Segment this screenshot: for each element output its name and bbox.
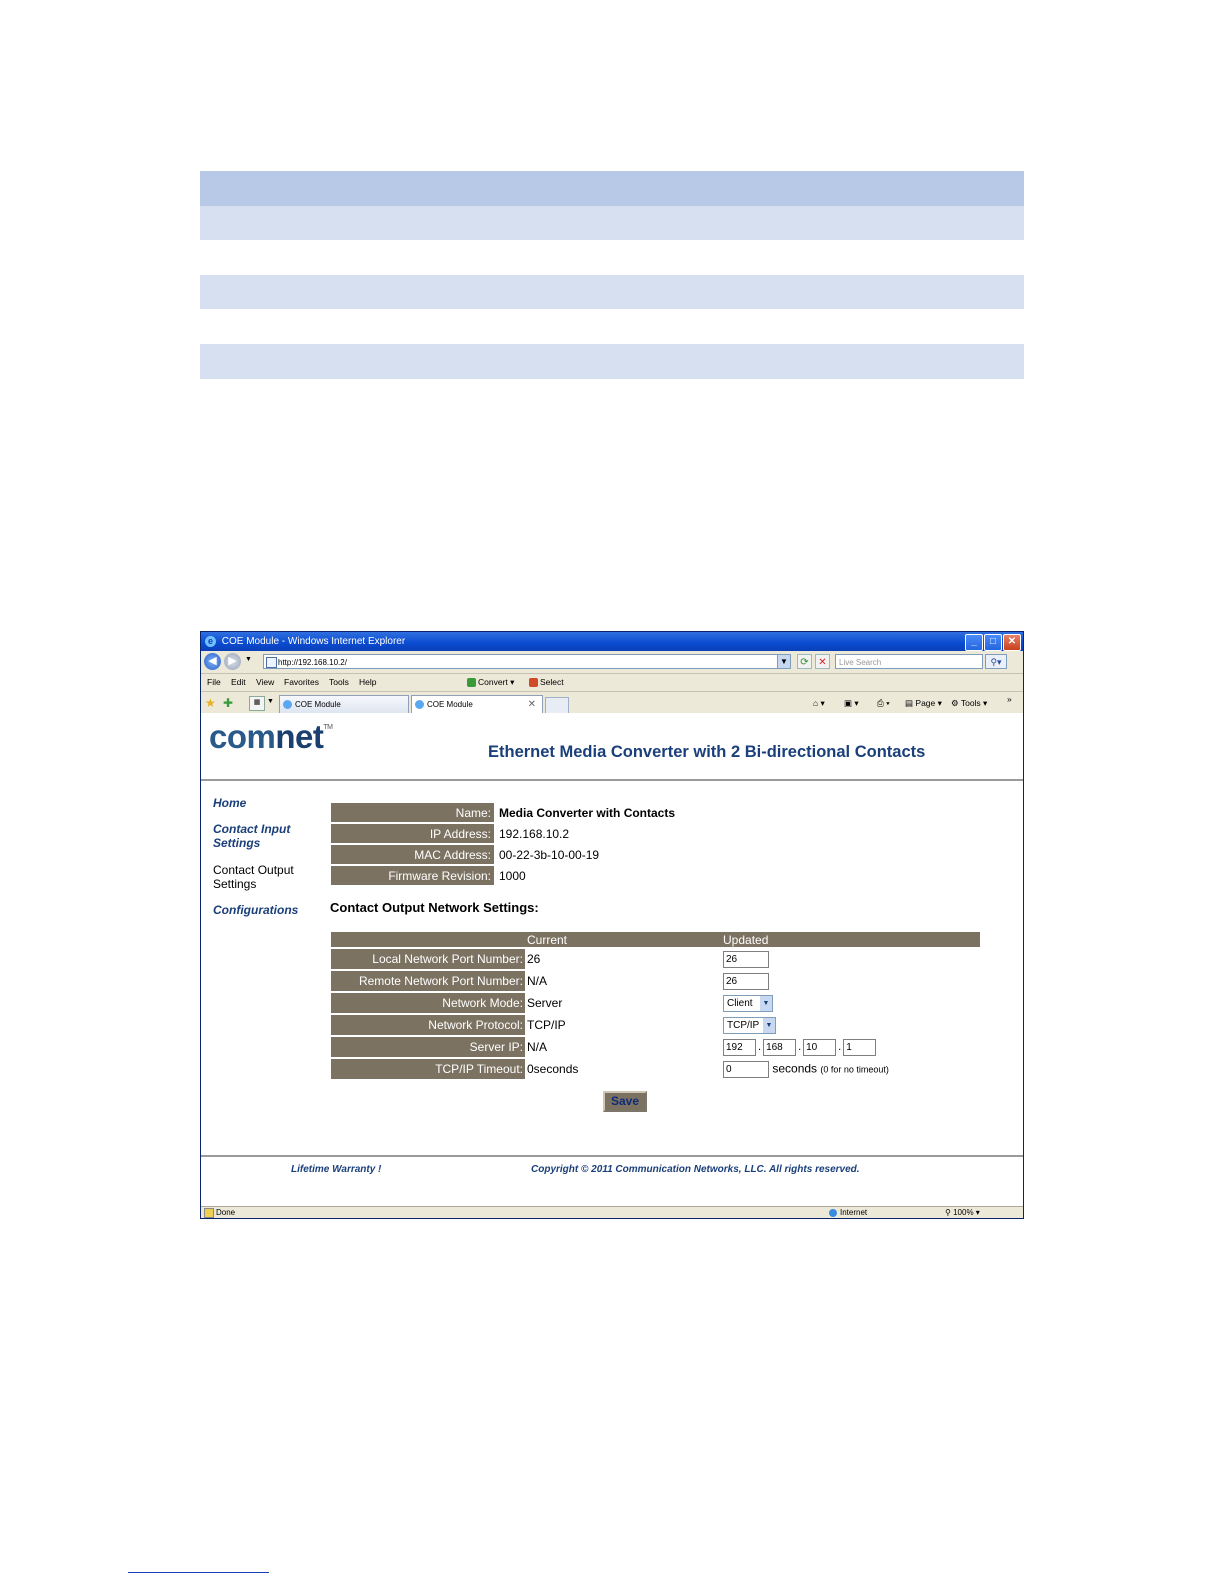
- page-menu-label: Page: [915, 698, 936, 708]
- server-ip-octet-1[interactable]: 192: [723, 1039, 756, 1056]
- table-row: [331, 866, 678, 885]
- refresh-icon[interactable]: ⟳: [797, 654, 812, 669]
- zoom-control[interactable]: ⚲ 100% ▾: [945, 1208, 980, 1217]
- server-ip-octet-4[interactable]: 1: [843, 1039, 876, 1056]
- current-value: 26: [527, 952, 541, 966]
- info-label: MAC Address:: [331, 845, 494, 864]
- status-text: Done: [216, 1208, 236, 1217]
- nav-contact-output-settings: Contact Output Settings: [213, 863, 294, 891]
- menu-bar: [201, 674, 1023, 692]
- row-label: Server IP:: [331, 1037, 525, 1057]
- history-dropdown-icon[interactable]: ▼: [245, 656, 252, 663]
- minimize-button[interactable]: _: [965, 634, 983, 651]
- firmware-value: 1000: [499, 868, 526, 883]
- menu-edit[interactable]: Edit: [231, 677, 246, 687]
- nav-home[interactable]: Home: [213, 796, 247, 810]
- tools-menu-button[interactable]: ⚙ Tools ▾: [951, 698, 988, 708]
- network-settings-table: [331, 930, 980, 1081]
- table-row: [331, 845, 678, 864]
- tab-close-icon[interactable]: ✕: [527, 699, 536, 710]
- tab-list-dropdown-icon[interactable]: ▼: [267, 698, 274, 705]
- table-header-row: [331, 932, 980, 947]
- updated-cell: [721, 993, 980, 1013]
- forward-button[interactable]: ▶: [224, 653, 241, 670]
- table-row: [331, 1059, 980, 1079]
- address-text: http://192.168.10.2/: [278, 658, 347, 667]
- tab-page-icon: [415, 700, 424, 709]
- timeout-input[interactable]: 0: [723, 1061, 769, 1078]
- local-port-input[interactable]: 26: [723, 951, 769, 968]
- menu-help[interactable]: Help: [359, 677, 377, 687]
- nav-configurations[interactable]: Configurations: [213, 903, 299, 917]
- status-done: [201, 1207, 235, 1219]
- gear-icon: ⚙: [951, 698, 959, 708]
- table-row: [200, 240, 1024, 275]
- logo-net: net: [275, 718, 324, 755]
- comnet-logo: [209, 718, 332, 756]
- device-info-table: [331, 801, 678, 887]
- feeds-icon[interactable]: ▣ ▾: [844, 698, 859, 708]
- footnote-rule: [128, 1572, 269, 1573]
- stop-icon[interactable]: ✕: [815, 654, 830, 669]
- home-icon[interactable]: ⌂ ▾: [813, 698, 825, 708]
- device-name-value: Media Converter with Contacts: [499, 805, 676, 820]
- menu-favorites[interactable]: Favorites: [284, 677, 319, 687]
- search-input[interactable]: [835, 654, 983, 669]
- page-status-icon: [204, 1208, 214, 1218]
- table-header-row: [200, 171, 1024, 206]
- copyright-text: Copyright © 2011 Communication Networks, LLC. All rights reserved.: [531, 1164, 860, 1175]
- current-value: N/A: [527, 974, 548, 988]
- table-row: [200, 206, 1024, 241]
- updated-cell: [721, 1015, 980, 1035]
- network-mode-value: Client: [727, 997, 753, 1009]
- network-protocol-select[interactable]: [723, 1017, 776, 1034]
- updated-cell: [721, 1059, 980, 1079]
- tools-menu-label: Tools: [960, 698, 981, 708]
- tab-bar: [201, 692, 1023, 715]
- footer-divider: [201, 1155, 1023, 1157]
- timeout-hint: (0 for no timeout): [820, 1064, 889, 1075]
- row-label: Local Network Port Number:: [331, 949, 525, 969]
- tab-label: COE Module: [427, 700, 473, 709]
- address-input[interactable]: [263, 654, 783, 669]
- address-dropdown-icon[interactable]: ▼: [777, 654, 791, 669]
- browser-window: [200, 631, 1024, 1219]
- select-icon: [529, 678, 538, 687]
- zoom-label: 100%: [953, 1208, 974, 1217]
- table-row: [331, 993, 980, 1013]
- window-controls: [965, 634, 1021, 651]
- table-row: [331, 803, 678, 822]
- window-title: COE Module - Windows Internet Explorer: [221, 636, 406, 647]
- row-label: Remote Network Port Number:: [331, 971, 525, 991]
- menu-view[interactable]: View: [256, 677, 275, 687]
- current-value: 0seconds: [527, 1062, 579, 1076]
- current-value: TCP/IP: [527, 1018, 566, 1032]
- save-button[interactable]: Save: [603, 1091, 647, 1112]
- address-bar: [201, 651, 1023, 674]
- table-row: [200, 275, 1024, 310]
- title-bar: [201, 632, 1023, 651]
- maximize-button[interactable]: □: [984, 634, 1002, 651]
- table-row: [200, 309, 1024, 344]
- row-label: Network Mode:: [331, 993, 525, 1013]
- striped-table: [200, 171, 1024, 379]
- network-mode-select[interactable]: [723, 995, 773, 1012]
- chevron-down-icon: ▼: [760, 996, 772, 1011]
- ip-address-value: 192.168.10.2: [499, 826, 570, 841]
- table-row: [331, 824, 678, 843]
- remote-port-input[interactable]: 26: [723, 973, 769, 990]
- server-ip-octet-2[interactable]: 168: [763, 1039, 796, 1056]
- add-favorites-icon[interactable]: ✚: [223, 696, 234, 710]
- header-updated: Updated: [721, 932, 980, 947]
- header-divider: [201, 779, 1023, 781]
- print-icon[interactable]: ⎙ ▾: [877, 698, 890, 708]
- select-label: Select: [540, 677, 564, 687]
- section-title: Contact Output Network Settings:: [330, 900, 539, 915]
- ie-logo-icon: e: [205, 636, 216, 647]
- logo-tm: TM: [323, 724, 333, 731]
- current-value: Server: [527, 996, 563, 1010]
- tab-coe-module-2[interactable]: [411, 695, 543, 714]
- chevron-right-icon[interactable]: »: [1007, 694, 1012, 704]
- nav-contact-input-settings[interactable]: Contact Input Settings: [213, 822, 291, 850]
- updated-cell: [721, 971, 980, 991]
- table-row: [331, 949, 980, 969]
- network-protocol-value: TCP/IP: [727, 1019, 760, 1031]
- security-zone: [829, 1207, 867, 1219]
- warranty-link[interactable]: Lifetime Warranty !: [291, 1164, 382, 1175]
- menu-file[interactable]: File: [207, 677, 221, 687]
- web-page: [201, 713, 1023, 1206]
- convert-label: Convert: [478, 677, 508, 687]
- convert-icon: [467, 678, 476, 687]
- table-row: [331, 1015, 980, 1035]
- close-button[interactable]: ✕: [1003, 634, 1021, 651]
- row-label: TCP/IP Timeout:: [331, 1059, 525, 1079]
- page-title: Ethernet Media Converter with 2 Bi-directional Contacts: [488, 743, 926, 761]
- quick-tabs-icon[interactable]: ▦: [249, 696, 265, 711]
- search-icon[interactable]: ⚲▾: [985, 654, 1007, 669]
- info-label: IP Address:: [331, 824, 494, 843]
- zone-label: Internet: [840, 1208, 868, 1217]
- updated-cell: 192 . 168 . 10 . 1: [721, 1037, 980, 1057]
- back-button[interactable]: ◀: [204, 653, 221, 670]
- mac-address-value: 00-22-3b-10-00-19: [499, 847, 600, 862]
- globe-icon: [829, 1209, 837, 1217]
- updated-cell: [721, 949, 980, 969]
- table-row: [200, 344, 1024, 379]
- header-blank: [331, 932, 525, 947]
- logo-com: com: [209, 718, 276, 755]
- select-button[interactable]: [529, 674, 564, 691]
- timeout-unit: seconds: [772, 1061, 818, 1076]
- tab-label: COE Module: [295, 700, 341, 709]
- chevron-down-icon: ▼: [763, 1018, 775, 1033]
- page-menu-button[interactable]: ▤ Page ▾: [905, 698, 942, 708]
- info-label: Firmware Revision:: [331, 866, 494, 885]
- info-label: Name:: [331, 803, 494, 822]
- current-value: N/A: [527, 1040, 548, 1054]
- row-label: Network Protocol:: [331, 1015, 525, 1035]
- server-ip-octet-3[interactable]: 10: [803, 1039, 836, 1056]
- page-icon: [266, 657, 277, 668]
- tab-page-icon: [283, 700, 292, 709]
- search-placeholder: Live Search: [839, 658, 882, 667]
- tab-coe-module-1[interactable]: [279, 695, 409, 714]
- table-row: [331, 971, 980, 991]
- header-current: Current: [525, 932, 721, 947]
- menu-tools[interactable]: Tools: [329, 677, 349, 687]
- favorites-star-icon[interactable]: ★: [205, 696, 216, 710]
- table-row: [331, 1037, 980, 1057]
- status-bar: [201, 1206, 1023, 1219]
- convert-button[interactable]: Convert ▾: [467, 674, 514, 691]
